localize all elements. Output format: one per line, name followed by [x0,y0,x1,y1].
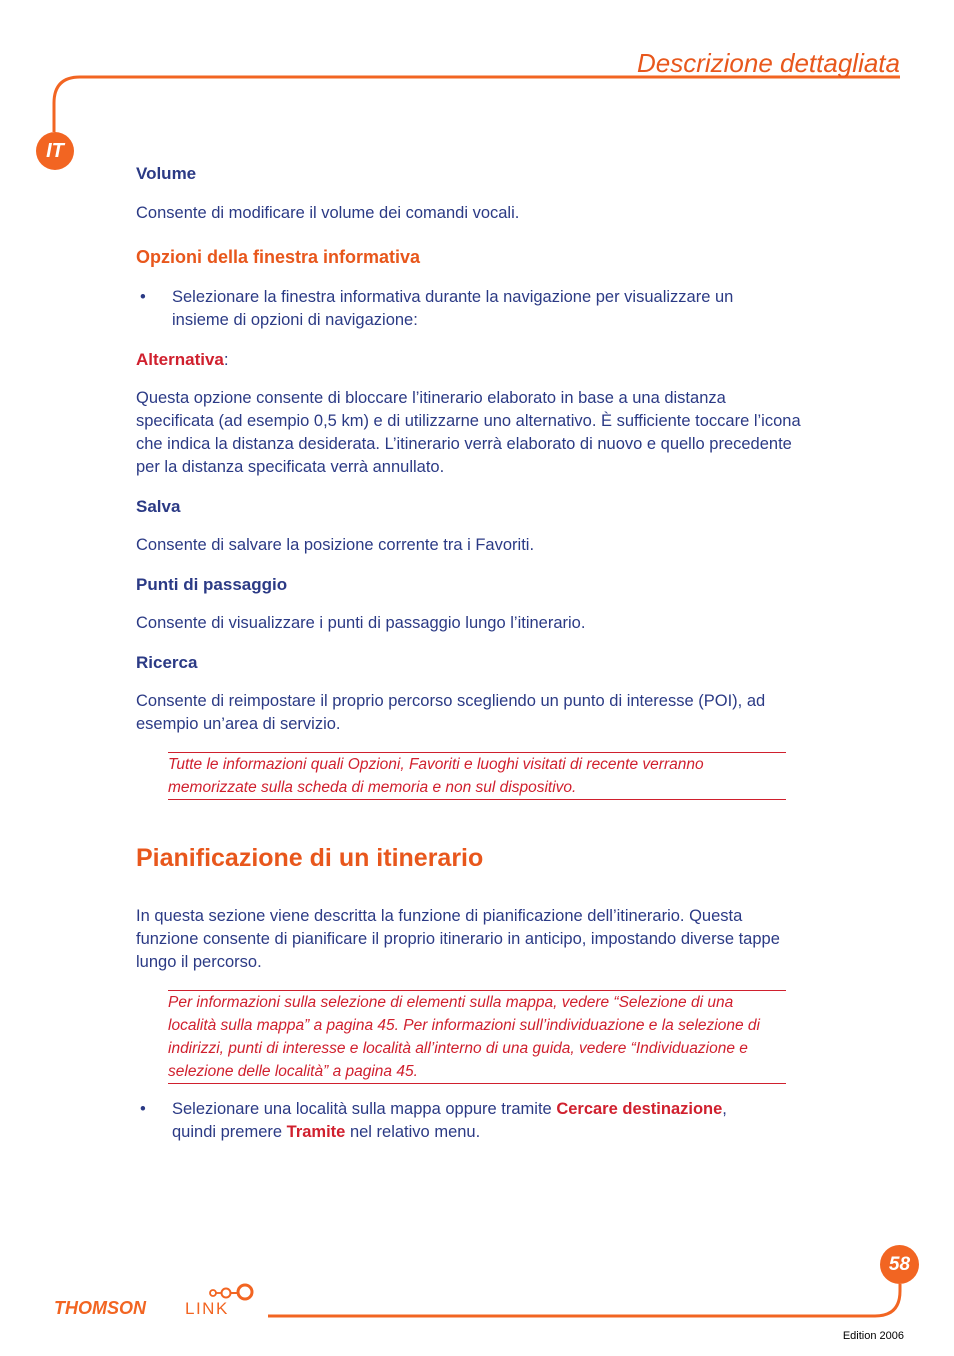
page-number-badge: 58 [880,1245,919,1284]
header-title: Descrizione dettagliata [636,48,900,78]
alternative-heading: Alternativa: [136,350,229,369]
section-title: Pianificazione di un itinerario [136,844,484,872]
language-badge: IT [36,132,74,170]
bullet-icon: • [140,1100,146,1118]
volume-text: Consente di modificare il volume dei comandi vocali. [136,204,520,222]
waypoints-heading: Punti di passaggio [136,575,288,594]
plan-bullet: • Selezionare una località sulla mappa oppure tramite Cercare destinazione, quindi premere Tramite nel relativo menu. [104,1098,826,1144]
section-intro: In questa sezione viene descritta la funzione di pianificazione dell’itinerario. Questa funzione consente di pianificare il proprio itinerario in anticipo, impostando diverse tappe lungo il percorso. [136,907,780,971]
thomson-link-logo [54,1281,266,1326]
note-map-selection: Per informazioni sulla selezione di elementi sulla mappa, vedere “Selezione di una località sulla mappa” a pagina 45. Per informazioni sull’individuazione e la selezione di indirizzi, punti di interesse e località all’interno di una guida, vedere “Individuazione e selezione delle località” a pagina 45. [168,990,786,1084]
search-heading: Ricerca [136,653,198,672]
via-label: Tramite [286,1123,346,1141]
info-bullet: • Selezionare la finestra informativa durante la navigazione per visualizzare un insieme di opzioni di navigazione: [104,286,826,332]
edition-label: Edition 2006 [842,1330,904,1342]
save-text: Consente di salvare la posizione corrente tra i Favoriti. [136,536,535,554]
waypoints-text: Consente di visualizzare i punti di passaggio lungo l’itinerario. [136,614,586,632]
svg-text:LINK: LINK [185,1299,229,1318]
save-heading: Salva [136,497,181,516]
main-content [136,164,826,1144]
note-memory: Tutte le informazioni quali Opzioni, Favoriti e luoghi visitati di recente verranno memorizzate sulla scheda di memoria e non sul dispositivo. [168,752,786,800]
logo-icon [54,1281,266,1321]
svg-text:THOMSON: THOMSON [54,1298,146,1318]
info-options-heading: Opzioni della finestra informativa [136,247,421,267]
volume-heading: Volume [136,164,197,183]
search-text: Consente di reimpostare il proprio percorso scegliendo un punto di interesse (POI), ad esempio un’area di servizio. [136,692,766,733]
search-destination-label: Cercare destinazione [556,1100,723,1118]
bullet-icon: • [140,288,146,306]
alternative-text: Questa opzione consente di bloccare l’itinerario elaborato in base a una distanza specificata (ad esempio 0,5 km) e di utilizzarne uno alternativo. È sufficiente toccare l’icona che indica la distanza desiderata. L’itinerario verrà elaborato di nuovo e quello precedente per la distanza specificata verrà annullato. [136,389,801,476]
